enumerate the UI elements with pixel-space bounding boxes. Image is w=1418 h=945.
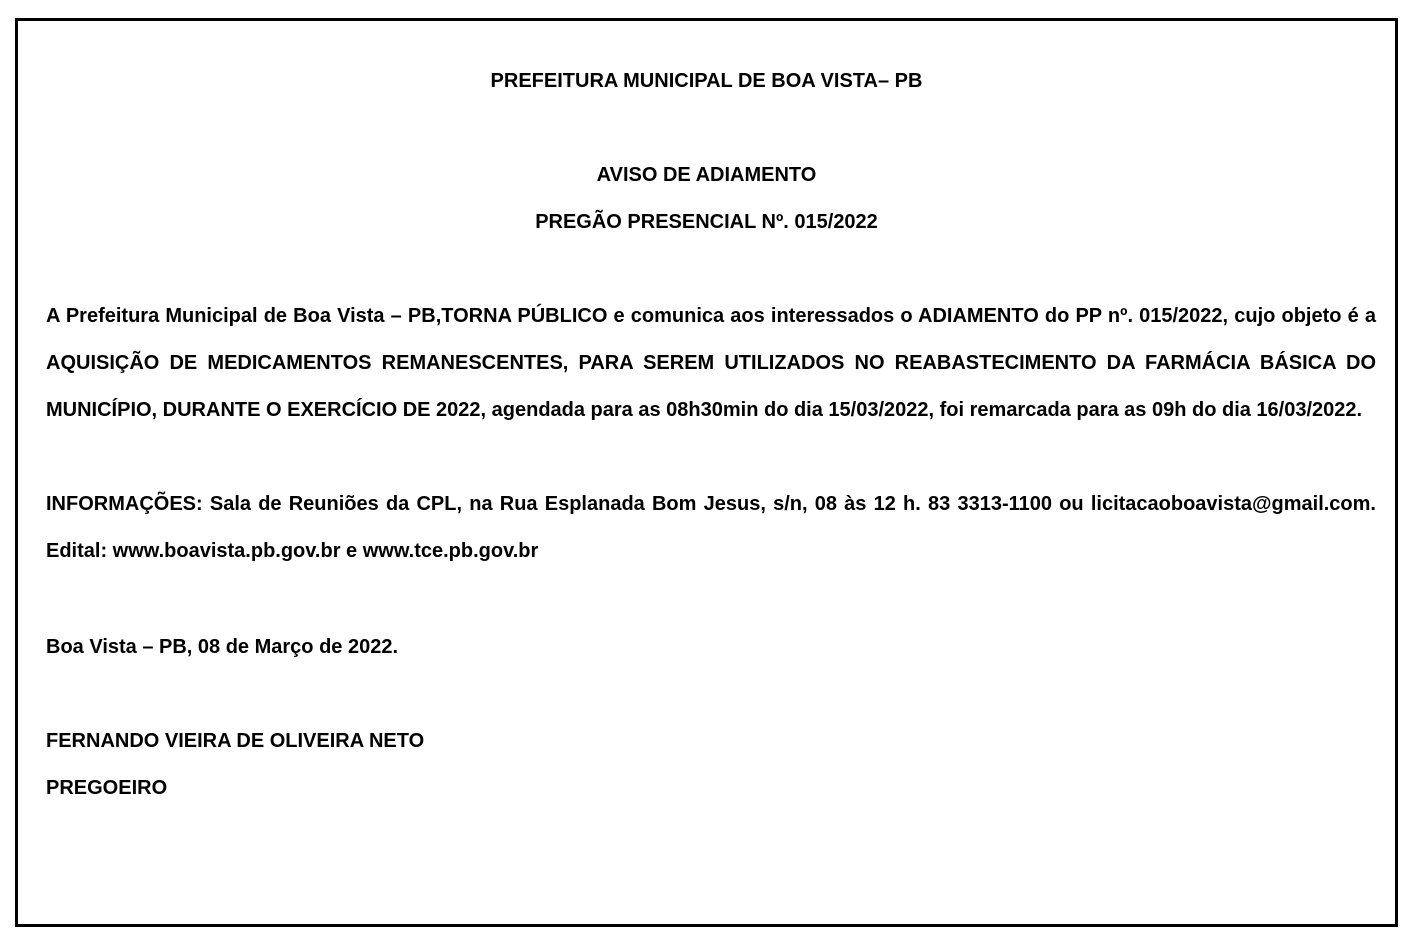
notice-frame	[15, 18, 1398, 927]
pregao-number: PREGÃO PRESENCIAL Nº. 015/2022	[535, 211, 878, 233]
place-date: Boa Vista – PB, 08 de Março de 2022.	[46, 636, 399, 658]
info-paragraph: INFORMAÇÕES: Sala de Reuniões da CPL, na Rua Esplanada Bom Jesus, s/n, 08 às 12 h. 83 3313-1100 ou licitacaoboavista@gmail.com. Edital: www.boavista.pb.gov.br e www.tce.pb.gov.br	[46, 493, 1376, 562]
signatory-name: FERNANDO VIEIRA DE OLIVEIRA NETO	[46, 730, 425, 752]
signatory-role: PREGOEIRO	[46, 777, 168, 799]
notice-title: AVISO DE ADIAMENTO	[596, 164, 817, 186]
notice-paragraph: A Prefeitura Municipal de Boa Vista – PB,TORNA PÚBLICO e comunica aos interessados o ADIAMENTO do PP nº. 015/2022, cujo objeto é a AQUISIÇÃO DE MEDICAMENTOS REMANESCENTES, PARA SEREM UTILIZADOS NO REABASTECIMENTO DA FARMÁCIA BÁSICA DO MUNICÍPIO, DURANTE O EXERCÍCIO DE 2022, agendada para as 08h30min do dia 15/03/2022, foi remarcada para as 09h do dia 16/03/2022.	[46, 305, 1376, 421]
org-heading: PREFEITURA MUNICIPAL DE BOA VISTA– PB	[490, 70, 923, 92]
